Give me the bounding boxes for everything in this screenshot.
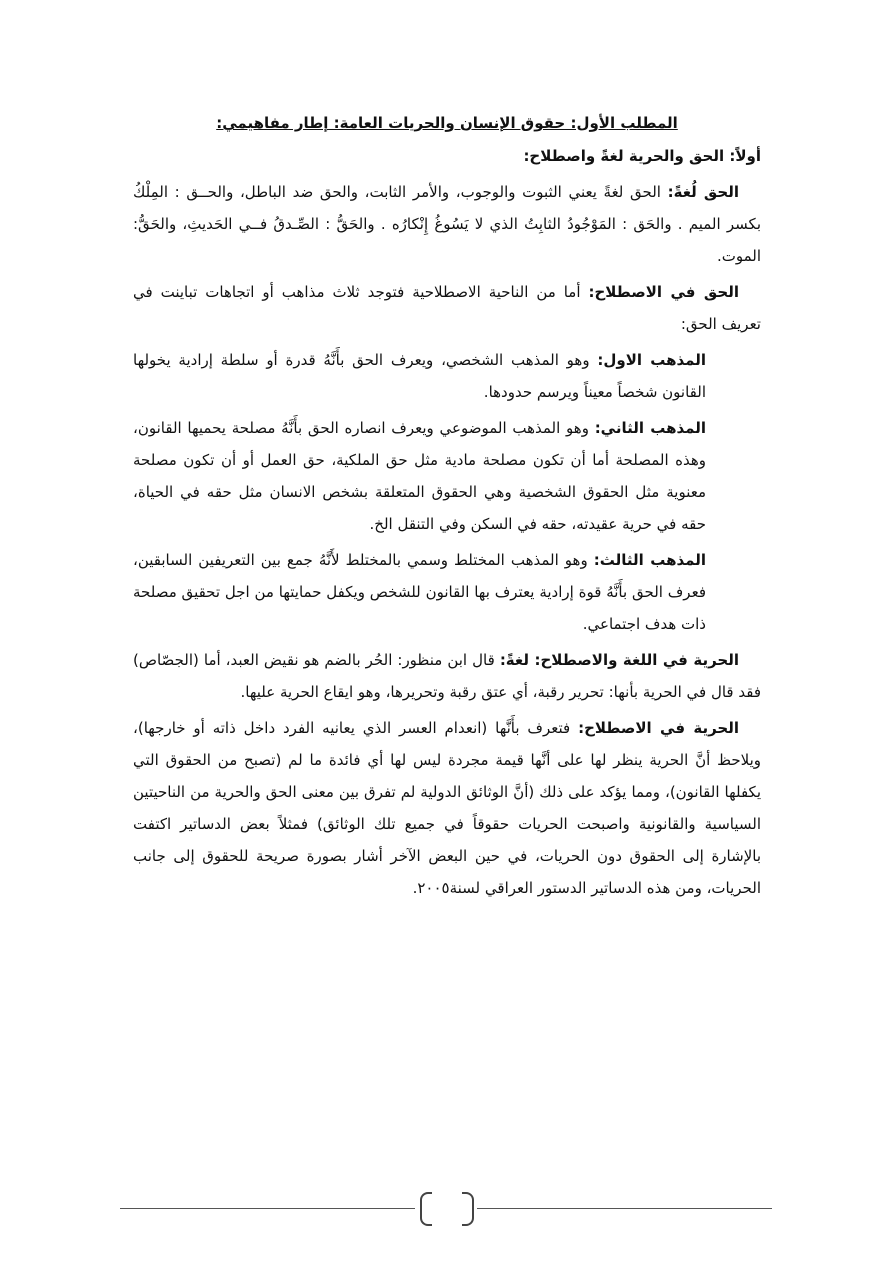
page-number-bracket-open xyxy=(420,1192,432,1226)
paragraph-lead: الحق في الاصطلاح: xyxy=(588,283,739,301)
paragraph-first-doctrine xyxy=(133,344,706,408)
paragraph-freedom-terminology xyxy=(133,712,761,904)
paragraph-text: وهو المذهب الشخصي، ويعرف الحق بأَنَّهُ قدرة أو سلطة إرادية يخولها القانون شخصاً معيناً ويرسم حدودها. xyxy=(133,351,706,401)
page-number-bracket-close xyxy=(462,1192,474,1226)
paragraph-text: قال ابن منظور: الحُر بالضم هو نقيض العبد، أما (الجصّاص) فقد قال في الحرية بأنها: تحرير رقبة، أي عتق رقبة وتحريرها، وهو ايقاع الحرية عليها. xyxy=(133,651,761,701)
paragraph-text: وهو المذهب الموضوعي ويعرف انصاره الحق بأَنَّهُ مصلحة يحميها القانون، وهذه المصلحة أما أن تكون مصلحة مادية مثل حق الملكية، حق العمل أو أن تكون مصلحة معنوية مثل الحقوق الشخصية وهي الحقوق المتعلقة بشخص الانسان مثل حقه في الحياة، حقه في حرية عقيدته، حقه في السكن وفي التنقل الخ. xyxy=(133,419,706,533)
page-title: المطلب الأول: حقوق الإنسان والحريات العامة: إطار مفاهيمي: xyxy=(216,114,678,132)
paragraph-freedom-language xyxy=(133,644,761,708)
paragraph-lead: المذهب الثاني: xyxy=(594,419,706,437)
paragraph-text: وهو المذهب المختلط وسمي بالمختلط لأَنَّهُ جمع بين التعريفين السابقين، فعرف الحق بأَنَّهُ قوة إرادية يعترف بها القانون للشخص ويكفل حمايتها من اجل تحقيق مصلحة ذات هدف اجتماعي. xyxy=(133,551,706,633)
section-heading: أولاً: الحق والحرية لغةً واصطلاح: xyxy=(523,147,761,165)
paragraph-lead: المذهب الاول: xyxy=(597,351,707,369)
paragraph-right-terminology xyxy=(133,276,761,340)
paragraph-lead: الحرية في اللغة والاصطلاح: لغةً: xyxy=(499,651,739,669)
paragraph-text: أما من الناحية الاصطلاحية فتوجد ثلاث مذاهب أو اتجاهات تباينت في تعريف الحق: xyxy=(133,283,761,333)
paragraph-third-doctrine xyxy=(133,544,706,640)
footer-rule-left xyxy=(120,1208,415,1209)
paragraph-text: الحق لغةً يعني الثبوت والوجوب، والأمر الثابت، والحق ضد الباطل، والحــق : المِلْكُ بكسر الميم . والحَق : المَوْجُودُ الثابِتُ الذي لا يَسُوغُ إِنْكارُه . والحَقُّ : الصِّـدقُ فــي الحَديثِ، والحَقُّ: الموت. xyxy=(133,183,761,265)
paragraph-lead: الحرية في الاصطلاح: xyxy=(578,719,740,737)
page-footer xyxy=(120,1190,772,1230)
paragraph-lead: الحق لُغةً: xyxy=(667,183,739,201)
paragraph-text: فتعرف بأَنَّها (انعدام العسر الذي يعانيه الفرد داخل ذاته أو خارجها)، ويلاحظ أنَّ الحرية ينظر لها على أنَّها قيمة مجردة ليس لها أي فائدة ما لم (تصبح من الحقوق التي يكفلها القانون)، ومما يؤكد على ذلك (أنَّ الوثائق الدولية لم تفرق بين معنى الحق والحرية من الناحيتين السياسية والقانونية واصبحت الحريات حقوقاً في جميع تلك الوثائق) فمثلاً بعض الدساتير اكتفت بالإشارة إلى الحقوق دون الحريات، في حين البعض الآخر أشار بصورة صريحة للحقوق إلى جانب الحريات، ومن هذه الدساتير الدستور العراقي لسنة٢٠٠٥. xyxy=(133,719,761,897)
paragraph-right-language xyxy=(133,176,761,272)
paragraph-lead: المذهب الثالث: xyxy=(593,551,706,569)
paragraph-second-doctrine xyxy=(133,412,706,540)
footer-rule-right xyxy=(477,1208,772,1209)
document-body xyxy=(133,108,761,904)
